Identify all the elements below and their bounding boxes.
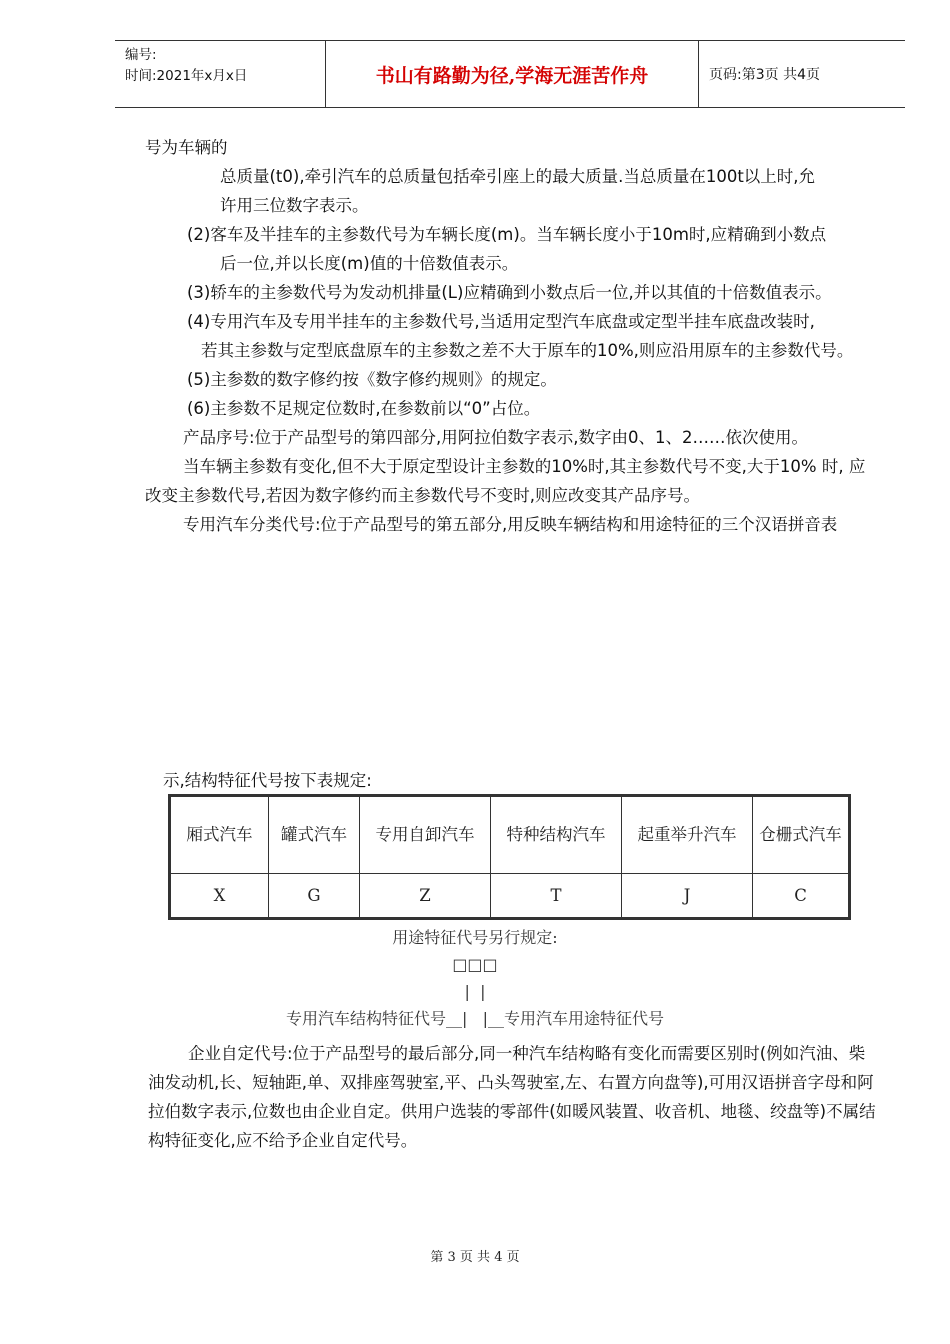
structure-code-table [168, 794, 851, 920]
body-text [145, 133, 880, 539]
paragraph: (3)轿车的主参数代号为发动机排量(L)应精确到小数点后一位,并以其值的十倍数值表示。 [187, 283, 832, 302]
header-meta [115, 41, 326, 108]
paragraph: 许用三位数字表示。 [220, 196, 369, 215]
diagram-ticks: | | [464, 982, 486, 1001]
table-header-row [170, 796, 850, 874]
paragraph: 号为车辆的 [145, 138, 228, 157]
paragraph: 专用汽车分类代号:位于产品型号的第五部分,用反映车辆结构和用途特征的三个汉语拼音表 [183, 515, 838, 534]
paragraph: (4)专用汽车及专用半挂车的主参数代号,当适用定型汽车底盘或定型半挂车底盘改装时, [187, 312, 815, 331]
table-code-cell: J [622, 874, 753, 919]
document-time-label: 时间:2021年x月x日 [125, 68, 248, 84]
table-header-cell: 特种结构汽车 [491, 796, 622, 874]
table-header-cell: 起重举升汽车 [622, 796, 753, 874]
paragraph: 企业自定代号:位于产品型号的最后部分,同一种汽车结构略有变化而需要区别时(例如汽油、柴油发动机,长、短轴距,单、双排座驾驶室,平、凸头驾驶室,左、右置方向盘等),可用汉语拼音字母和阿拉伯数字表示,位数也由企业自定。供用户选装的零部件(如暖风装置、收音机、地毯、绞盘等)不属结构特征变化,应不给予企业自定代号。 [148, 1044, 876, 1150]
paragraph: (5)主参数的数字修约按《数字修约规则》的规定。 [187, 370, 557, 389]
paragraph: 总质量(t0),牵引汽车的总质量包括牵引座上的最大质量.当总质量在100t以上时,允 [220, 167, 816, 186]
paragraph: (6)主参数不足规定位数时,在参数前以“0”占位。 [187, 399, 541, 418]
table-code-cell: T [491, 874, 622, 919]
document-number-label: 编号: [125, 47, 157, 63]
table-code-cell: X [170, 874, 269, 919]
table-header-cell: 仓栅式汽车 [753, 796, 850, 874]
diagram-labels: 专用汽车结构特征代号__| |__专用汽车用途特征代号 [285, 1009, 665, 1028]
header-motto: 书山有路勤为径,学海无涯苦作舟 [326, 41, 699, 108]
page-header [115, 40, 905, 108]
closing-paragraph-block [148, 1039, 878, 1155]
header-page-info: 页码:第3页 共4页 [699, 41, 906, 108]
paragraph: 后一位,并以长度(m)值的十倍数值表示。 [220, 254, 519, 273]
table-code-cell: C [753, 874, 850, 919]
table-header-cell: 厢式汽车 [170, 796, 269, 874]
table-code-cell: G [269, 874, 360, 919]
table-code-cell: Z [360, 874, 491, 919]
paragraph: 当车辆主参数有变化,但不大于原定型设计主参数的10%时,其主参数代号不变,大于10% 时, 应改变主参数代号,若因为数字修约而主参数代号不变时,则应改变其产品序号。 [145, 457, 866, 505]
paragraph: 若其主参数与定型底盘原车的主参数之差不大于原车的10%,则应沿用原车的主参数代号。 [201, 341, 854, 360]
page-footer: 第 3 页 共 4 页 [430, 1250, 520, 1265]
paragraph: (2)客车及半挂车的主参数代号为车辆长度(m)。当车辆长度小于10m时,应精确到小数点 [187, 225, 827, 244]
diagram-boxes: □□□ [452, 955, 498, 974]
paragraph: 产品序号:位于产品型号的第四部分,用阿拉伯数字表示,数字由0、1、2……依次使用。 [183, 428, 809, 447]
diagram-caption: 用途特征代号另行规定: [392, 928, 558, 947]
table-intro: 示,结构特征代号按下表规定: [163, 771, 372, 790]
table-header-cell: 专用自卸汽车 [360, 796, 491, 874]
table-code-row [170, 874, 850, 919]
table-header-cell: 罐式汽车 [269, 796, 360, 874]
code-diagram [0, 924, 950, 1032]
